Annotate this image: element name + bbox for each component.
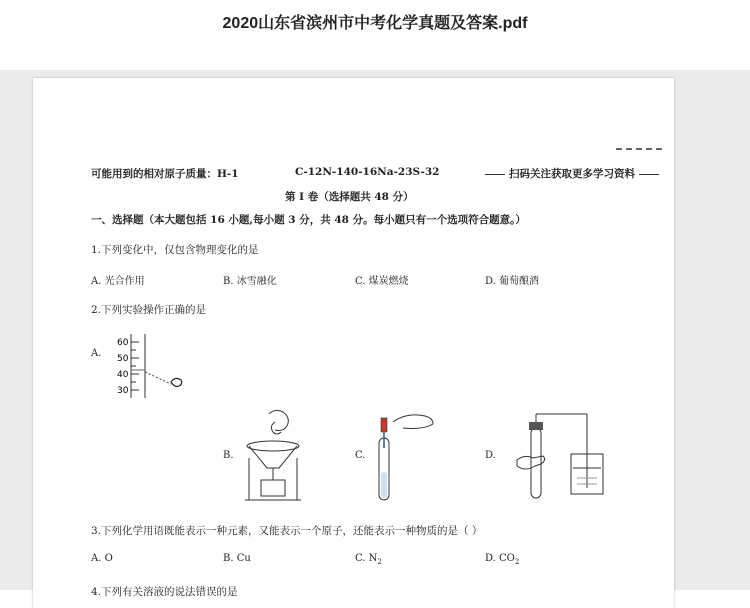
- q1-option-b: B. 冰雪融化: [223, 276, 277, 287]
- scan-note: [481, 166, 663, 181]
- q1-option-c: C. 煤炭燃烧: [355, 276, 409, 287]
- pdf-page: [33, 78, 674, 608]
- q3-option-c-sub: 2: [377, 558, 382, 566]
- atomic-mass-label: 可能用到的相对原子质量：H-1: [91, 168, 239, 180]
- atomic-mass-values: C-12N-140-16Na-23S-32: [295, 166, 440, 178]
- q3-option-d-label: D. CO: [485, 553, 515, 564]
- part-heading: 一、选择题（本大题包括 16 小题,每小题 3 分，共 48 分。每小题只有一个选项符合题意。）: [91, 214, 526, 226]
- question-3-stem: 3.下列化学用语既能表示一种元素，又能表示一个原子，还能表示一种物质的是（ ）: [91, 525, 483, 537]
- dropper-test-tube-figure: [371, 408, 441, 503]
- q2-option-a: A.: [91, 348, 102, 359]
- q2-option-b: B.: [223, 450, 234, 461]
- q1-option-a: A. 光合作用: [91, 276, 145, 287]
- corner-mark: [616, 148, 662, 150]
- tick-60: 60: [117, 338, 129, 348]
- title-bar: [0, 0, 750, 70]
- q3-option-d-sub: 2: [514, 558, 520, 566]
- tick-30: 30: [117, 386, 129, 396]
- gas-tightness-check-figure: [503, 408, 623, 503]
- pdf-viewer[interactable]: [0, 70, 750, 598]
- q3-option-c-label: C. N: [355, 553, 378, 564]
- tick-50: 50: [117, 354, 129, 364]
- section-title: 第 I 卷（选择题共 48 分）: [285, 191, 414, 203]
- q3-option-d: [485, 553, 519, 566]
- q3-option-b: B. Cu: [223, 553, 251, 564]
- q2-option-c: C.: [355, 450, 366, 461]
- q3-option-a: A. O: [91, 553, 113, 564]
- question-1-stem: 1.下列变化中，仅包含物理变化的是: [91, 244, 259, 256]
- tick-40: 40: [117, 370, 129, 380]
- q1-option-d: D. 葡萄酿酒: [485, 276, 540, 287]
- scan-note-text: 扫码关注获取更多学习资料: [509, 168, 635, 180]
- q3-option-c: [355, 553, 382, 566]
- document-title: 2020山东省滨州市中考化学真题及答案.pdf: [222, 15, 528, 32]
- question-4-stem: 4.下列有关溶液的说法错误的是: [91, 586, 238, 598]
- graduated-cylinder-figure: [109, 332, 189, 402]
- question-2-stem: 2.下列实验操作正确的是: [91, 304, 207, 316]
- q2-option-d: D.: [485, 450, 496, 461]
- evaporation-figure: [239, 408, 309, 503]
